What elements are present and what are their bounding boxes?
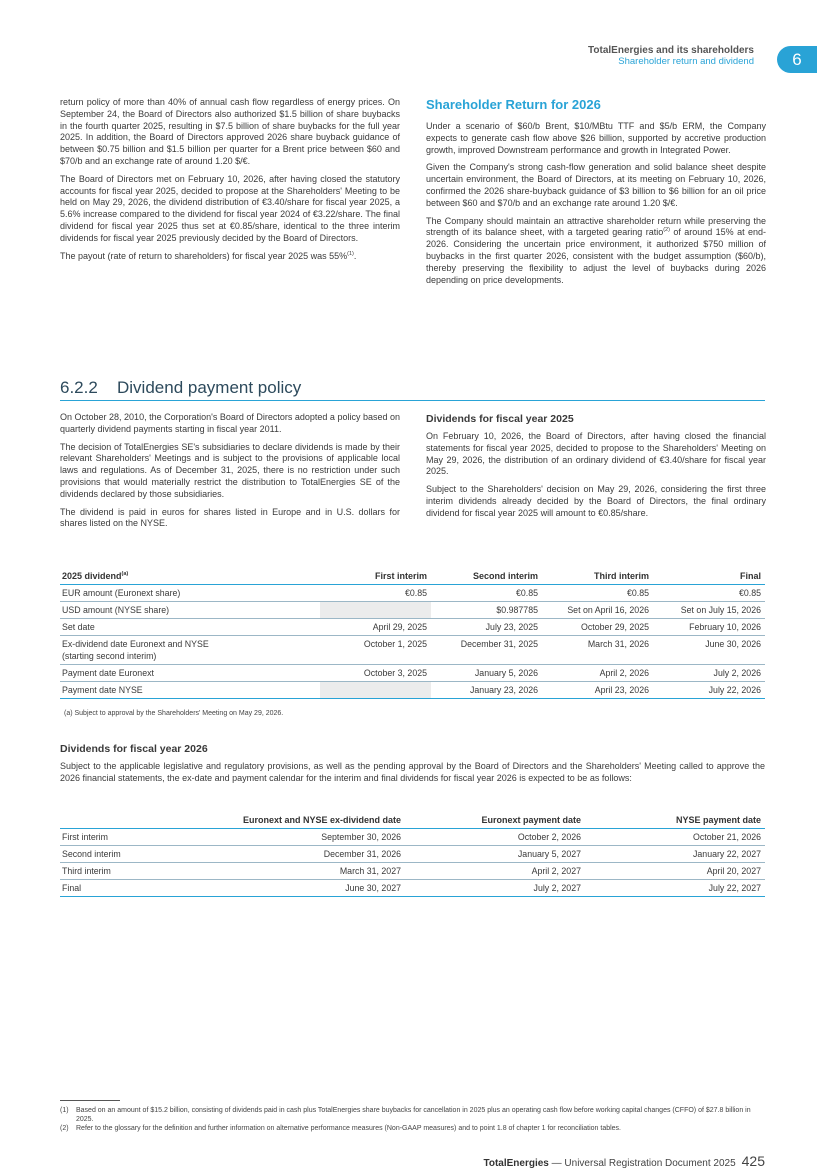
left-column-top [60,97,400,268]
policy-column [60,412,400,536]
page-number: 425 [741,1153,765,1169]
table-cell: €0.85 [542,585,653,602]
fy2025-heading: Dividends for fiscal year 2025 [426,413,574,425]
section-heading [60,378,765,401]
row-label: USD amount (NYSE share) [60,602,320,619]
table-cell: Set on July 15, 2026 [653,602,765,619]
table-cell: March 31, 2027 [190,863,405,880]
header-subtitle: Shareholder return and dividend [618,56,754,67]
table-cell: €0.85 [653,585,765,602]
table-cell: December 31, 2025 [431,636,542,665]
table-row [60,665,765,682]
footnote [60,1106,765,1124]
fy2026-section [60,743,765,791]
table-header-row [60,812,765,829]
table-cell-empty [320,602,431,619]
table-cell: July 22, 2026 [653,682,765,699]
table-row [60,846,765,863]
footnote-mark: (1) [60,1107,69,1114]
table-cell: July 2, 2026 [653,665,765,682]
row-label: Final [60,880,190,897]
page-footer [483,1153,765,1169]
paragraph: The decision of TotalEnergies SE's subsidiaries to declare dividends is made by their relevant Shareholders' Meetings and is subject to the provisions of applicable local laws and regulations. As of December 31, 2025, there is no restriction under such provisions that would materially restrict the distribution to TotalEnergies SE of the dividends declared by those subsidiaries. [60,441,400,499]
paragraph: Subject to the applicable legislative and regulatory provisions, as well as the pending approval by the Board of Directors and the Shareholders' Meeting called to approve the 2026 financial statements, the ex-date and payment calendar for the interim and final dividends for fiscal year 2026 is expected to be as follows: [60,761,765,783]
fy2026-heading: Dividends for fiscal year 2026 [60,743,208,755]
table-cell: October 21, 2026 [585,829,765,846]
column-header: 2025 dividend$^{(a)}$ [60,568,320,585]
running-header [588,45,754,67]
table-cell: September 30, 2026 [190,829,405,846]
table-cell: January 5, 2027 [405,846,585,863]
table-cell: October 3, 2025 [320,665,431,682]
table-row [60,880,765,897]
section-number: 6.2.2 [60,378,98,397]
column-header: NYSE payment date [585,812,765,829]
footer-brand: TotalEnergies [483,1158,549,1169]
table-cell: €0.85 [431,585,542,602]
column-header: Final [653,568,765,585]
paragraph: The Company should maintain an attractive shareholder return while preserving the strength of its balance sheet, with a targeted gearing ratio$^{(2)}$ of around 15% at end-2026. Considering the uncertain price environment, it authorized $750 million of buybacks in the first quarter 2026, consistent with the budget assumption ($60/b), thereby preserving the flexibility to adjust the level of buybacks during 2026 depending on price developments. [426,215,766,285]
paragraph: The payout (rate of return to shareholders) for fiscal year 2025 was 55%$^{(1)}$. [60,250,357,261]
row-label: Third interim [60,863,190,880]
paragraph: return policy of more than 40% of annual cash flow regardless of energy prices. On September 24, the Board of Directors also authorized $1.5 billion of share buybacks in the fourth quarter 2025, resulting in $7.5 billion of share buybacks for the full year 2025. In addition, the Board of Directors approved 2026 share buyback guidance of between $0.75 billion and $1.5 billion per quarter for a Brent price between $60 and $70/b and an exchange rate of around 1.20 $/€. [60,97,400,166]
table-cell: April 2, 2026 [542,665,653,682]
table-note: (a) Subject to approval by the Shareholders' Meeting on May 29, 2026. [64,710,284,717]
footnote-text: Refer to the glossary for the definition and further information on alternative performance measures (Non-GAAP measures) and to point 1.8 of chapter 1 for reconciliation tables. [76,1125,621,1132]
table-cell: €0.85 [320,585,431,602]
footer-doc-title: — Universal Registration Document 2025 [548,1158,736,1169]
table-header-row [60,568,765,585]
table-cell: February 10, 2026 [653,619,765,636]
column-header [60,812,190,829]
table-cell: March 31, 2026 [542,636,653,665]
table-cell: July 2, 2027 [405,880,585,897]
footnote-text: Based on an amount of $15.2 billion, consisting of dividends paid in cash plus TotalEnergies share buybacks for cancellation in 2025 plus an operating cash flow before working capital changes (CFFO) of $27.8 billion in 2025. [76,1107,751,1123]
table-cell: April 29, 2025 [320,619,431,636]
table-cell: July 22, 2027 [585,880,765,897]
table-cell: April 23, 2026 [542,682,653,699]
table-cell: June 30, 2026 [653,636,765,665]
table-cell: January 22, 2027 [585,846,765,863]
row-label: Set date [60,619,320,636]
table-row [60,602,765,619]
dividend-2025-table [60,568,765,699]
column-header: Second interim [431,568,542,585]
column-header: Euronext payment date [405,812,585,829]
paragraph: Given the Company's strong cash-flow generation and solid balance sheet despite uncertain environment, the Board of Directors, at its meeting on February 10, 2026, confirmed the 2026 share-buyback guidance of $3 billion to $6 billion for an oil price between $60 and $70/b and an exchange rate around 1.20 $/€. [426,162,766,208]
row-label: Second interim [60,846,190,863]
table-cell-empty [320,682,431,699]
table-cell: December 31, 2026 [190,846,405,863]
table-cell: October 1, 2025 [320,636,431,665]
table-row [60,829,765,846]
table-row [60,585,765,602]
row-label: First interim [60,829,190,846]
row-label: Payment date NYSE [60,682,320,699]
row-label: Ex-dividend date Euronext and NYSE (starting second interim) [60,636,320,665]
footnote-ref: (1) [347,250,354,257]
header-title: TotalEnergies and its shareholders [588,45,754,56]
paragraph: Subject to the Shareholders' decision on May 29, 2026, considering the first three interim dividends already decided by the Board of Directors, the final ordinary dividend for fiscal year 2025 will amount to €0.85/share. [426,484,766,518]
row-label: Payment date Euronext [60,665,320,682]
paragraph: On October 28, 2010, the Corporation's Board of Directors adopted a policy based on quarterly dividend payments starting in fiscal year 2011. [60,412,400,434]
table-cell: April 20, 2027 [585,863,765,880]
table-cell: April 2, 2027 [405,863,585,880]
column-header: First interim [320,568,431,585]
footnotes [60,1106,765,1133]
table-row [60,682,765,699]
table-cell: July 23, 2025 [431,619,542,636]
table-cell: January 5, 2026 [431,665,542,682]
row-label: EUR amount (Euronext share) [60,585,320,602]
paragraph: The Board of Directors met on February 10, 2026, after having closed the statutory accounts for fiscal year 2025, decided to propose at the Shareholders' Meeting to be held on May 29, 2026, the dividend distribution of €3.40/share for fiscal year 2025, a 5.6% increase compared to the dividend for fiscal year 2024 of €3.22/share. The final dividend for fiscal year 2025 thus set at €0.85/share, identical to the three interim dividends for fiscal year 2025 previously decided by the Board of Directors. [60,173,400,243]
table-row [60,636,765,665]
column-header: Euronext and NYSE ex-dividend date [190,812,405,829]
table-cell: June 30, 2027 [190,880,405,897]
table-cell: $0.987785 [431,602,542,619]
table-cell: October 2, 2026 [405,829,585,846]
table-cell: Set on April 16, 2026 [542,602,653,619]
paragraph: On February 10, 2026, the Board of Directors, after having closed the financial statements for fiscal year 2025, decided to propose to the Shareholders' Meeting on May 29, 2026, the distribution of an ordinary dividend of €3.40/share for fiscal year 2025. [426,431,766,477]
footnote-divider [60,1100,120,1101]
section-title: Dividend payment policy [117,378,302,397]
table-cell: January 23, 2026 [431,682,542,699]
paragraph: The dividend is paid in euros for shares listed in Europe and in U.S. dollars for shares listed on the NYSE. [60,506,400,529]
footnote-mark: (2) [60,1125,69,1132]
shareholder-return-heading: Shareholder Return for 2026 [426,97,601,112]
table-row [60,619,765,636]
footnote [60,1124,765,1133]
right-column-top [426,97,766,292]
paragraph: Under a scenario of $60/b Brent, $10/MBtu TTF and $5/b ERM, the Company expects to generate cash flow above $26 billion, supported by accretive production growth, improved Downstream performance and growth in Integrated Power. [426,121,766,155]
column-header: Third interim [542,568,653,585]
footnote-ref: (2) [663,227,670,234]
dividend-2026-table [60,812,765,897]
chapter-badge: 6 [777,46,817,73]
fy2025-column [426,413,766,526]
table-cell: October 29, 2025 [542,619,653,636]
table-row [60,863,765,880]
